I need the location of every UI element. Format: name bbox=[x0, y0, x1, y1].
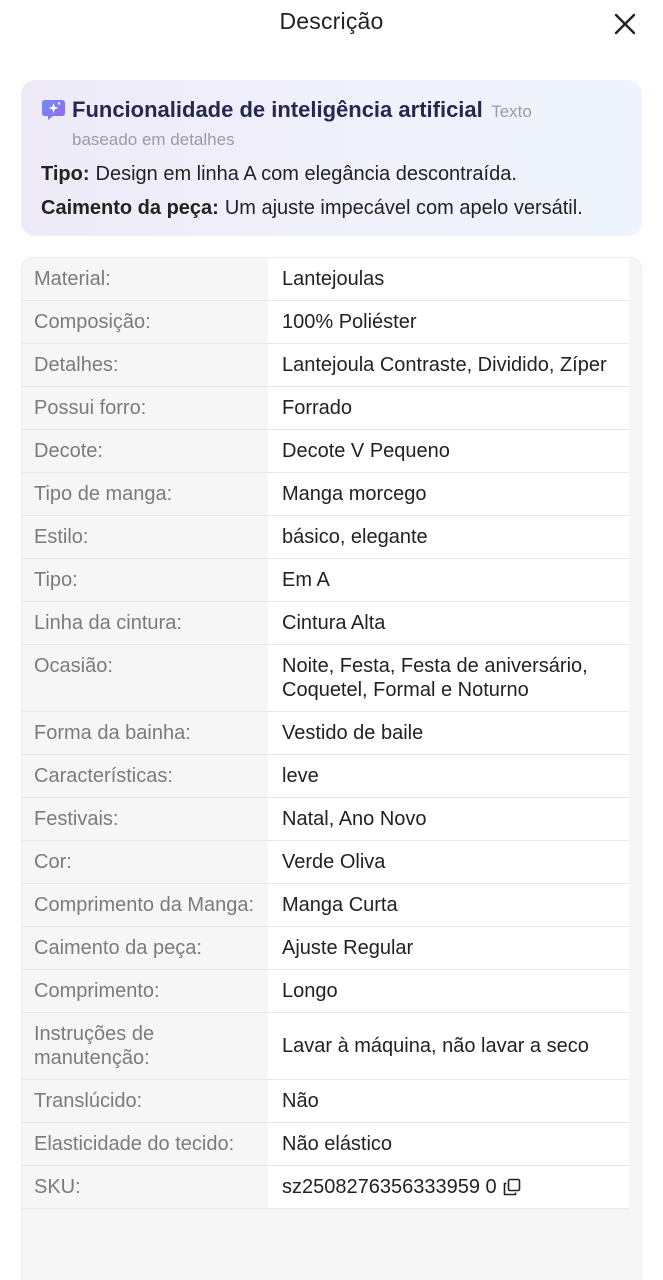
spec-row-length bbox=[22, 970, 629, 1013]
spec-label: Instruções de manutenção: bbox=[22, 1013, 268, 1079]
spec-label: SKU: bbox=[22, 1166, 268, 1208]
ai-summary-line-key: Tipo: bbox=[41, 163, 90, 185]
ai-summary-title: Funcionalidade de inteligência artificial bbox=[72, 97, 483, 122]
spec-value: Verde Oliva bbox=[268, 841, 629, 883]
spec-row-fabric-elasticity bbox=[22, 1123, 629, 1166]
spec-label: Tipo: bbox=[22, 559, 268, 601]
spec-label: Translúcido: bbox=[22, 1080, 268, 1122]
spec-label: Possui forro: bbox=[22, 387, 268, 429]
spec-row-details bbox=[22, 344, 629, 387]
sheet-header bbox=[0, 0, 663, 56]
spec-value-sku bbox=[268, 1166, 629, 1208]
spec-value: Vestido de baile bbox=[268, 712, 629, 754]
spec-row-neckline bbox=[22, 430, 629, 473]
spec-label: Caimento da peça: bbox=[22, 927, 268, 969]
spec-label: Material: bbox=[22, 258, 268, 300]
sku-value: sz2508276356333959 0 bbox=[282, 1176, 497, 1198]
spec-row-festivals bbox=[22, 798, 629, 841]
specifications-table bbox=[21, 257, 642, 1280]
spec-value: Decote V Pequeno bbox=[268, 430, 629, 472]
sheet-title: Descrição bbox=[279, 8, 384, 34]
spec-label: Elasticidade do tecido: bbox=[22, 1123, 268, 1165]
spec-row-composition bbox=[22, 301, 629, 344]
spec-label: Linha da cintura: bbox=[22, 602, 268, 644]
spec-value: Lantejoula Contraste, Dividido, Zíper bbox=[268, 344, 629, 386]
spec-value: Ajuste Regular bbox=[268, 927, 629, 969]
spec-value: Cintura Alta bbox=[268, 602, 629, 644]
spec-label: Tipo de manga: bbox=[22, 473, 268, 515]
ai-summary-subtitle-part2: baseado em detalhes bbox=[72, 130, 235, 149]
spec-row-sleeve-length bbox=[22, 884, 629, 927]
copy-icon[interactable] bbox=[503, 1178, 521, 1196]
ai-summary-line-value: Design em linha A com elegância descontraída. bbox=[95, 163, 517, 185]
ai-summary-line bbox=[41, 191, 622, 225]
spec-row-lining bbox=[22, 387, 629, 430]
spec-value: 100% Poliéster bbox=[268, 301, 629, 343]
spec-value: Forrado bbox=[268, 387, 629, 429]
spec-row-features bbox=[22, 755, 629, 798]
spec-value: Natal, Ano Novo bbox=[268, 798, 629, 840]
spec-value: Longo bbox=[268, 970, 629, 1012]
spec-value: Manga morcego bbox=[268, 473, 629, 515]
spec-row-color bbox=[22, 841, 629, 884]
spec-row-style bbox=[22, 516, 629, 559]
ai-summary-line-value: Um ajuste impecável com apelo versátil. bbox=[224, 197, 583, 219]
spec-value: Lantejoulas bbox=[268, 258, 629, 300]
spec-value: Lavar à máquina, não lavar a seco bbox=[268, 1013, 629, 1079]
spec-label: Festivais: bbox=[22, 798, 268, 840]
spec-row-waistline bbox=[22, 602, 629, 645]
ai-summary-card bbox=[21, 80, 642, 236]
spec-label: Detalhes: bbox=[22, 344, 268, 386]
spec-row-sku bbox=[22, 1166, 629, 1209]
ai-summary-line bbox=[41, 157, 622, 191]
spec-value: Não bbox=[268, 1080, 629, 1122]
spec-label: Características: bbox=[22, 755, 268, 797]
spec-row-translucent bbox=[22, 1080, 629, 1123]
ai-summary-line-key: Caimento da peça: bbox=[41, 197, 219, 219]
close-button[interactable] bbox=[613, 12, 637, 36]
ai-summary-subtitle-part1: Texto bbox=[491, 102, 532, 121]
ai-summary-header bbox=[41, 96, 622, 127]
spec-row-material bbox=[22, 258, 629, 301]
close-icon bbox=[613, 12, 637, 36]
spec-label: Ocasião: bbox=[22, 645, 268, 711]
spec-label: Comprimento da Manga: bbox=[22, 884, 268, 926]
spec-label: Decote: bbox=[22, 430, 268, 472]
spec-label: Forma da bainha: bbox=[22, 712, 268, 754]
spec-label: Estilo: bbox=[22, 516, 268, 558]
spec-value: Não elástico bbox=[268, 1123, 629, 1165]
spec-row-type bbox=[22, 559, 629, 602]
spec-label: Composição: bbox=[22, 301, 268, 343]
spec-value: básico, elegante bbox=[268, 516, 629, 558]
spec-label: Comprimento: bbox=[22, 970, 268, 1012]
spec-value: Manga Curta bbox=[268, 884, 629, 926]
spec-label: Cor: bbox=[22, 841, 268, 883]
spec-row-occasion bbox=[22, 645, 629, 712]
spec-value: Em A bbox=[268, 559, 629, 601]
spec-row-hem-shape bbox=[22, 712, 629, 755]
spec-value: leve bbox=[268, 755, 629, 797]
sparkle-chat-icon bbox=[41, 98, 66, 122]
spec-row-care-instructions bbox=[22, 1013, 629, 1080]
spec-row-fit bbox=[22, 927, 629, 970]
spec-row-sleeve-type bbox=[22, 473, 629, 516]
spec-value: Noite, Festa, Festa de aniversário, Coquetel, Formal e Noturno bbox=[268, 645, 629, 711]
